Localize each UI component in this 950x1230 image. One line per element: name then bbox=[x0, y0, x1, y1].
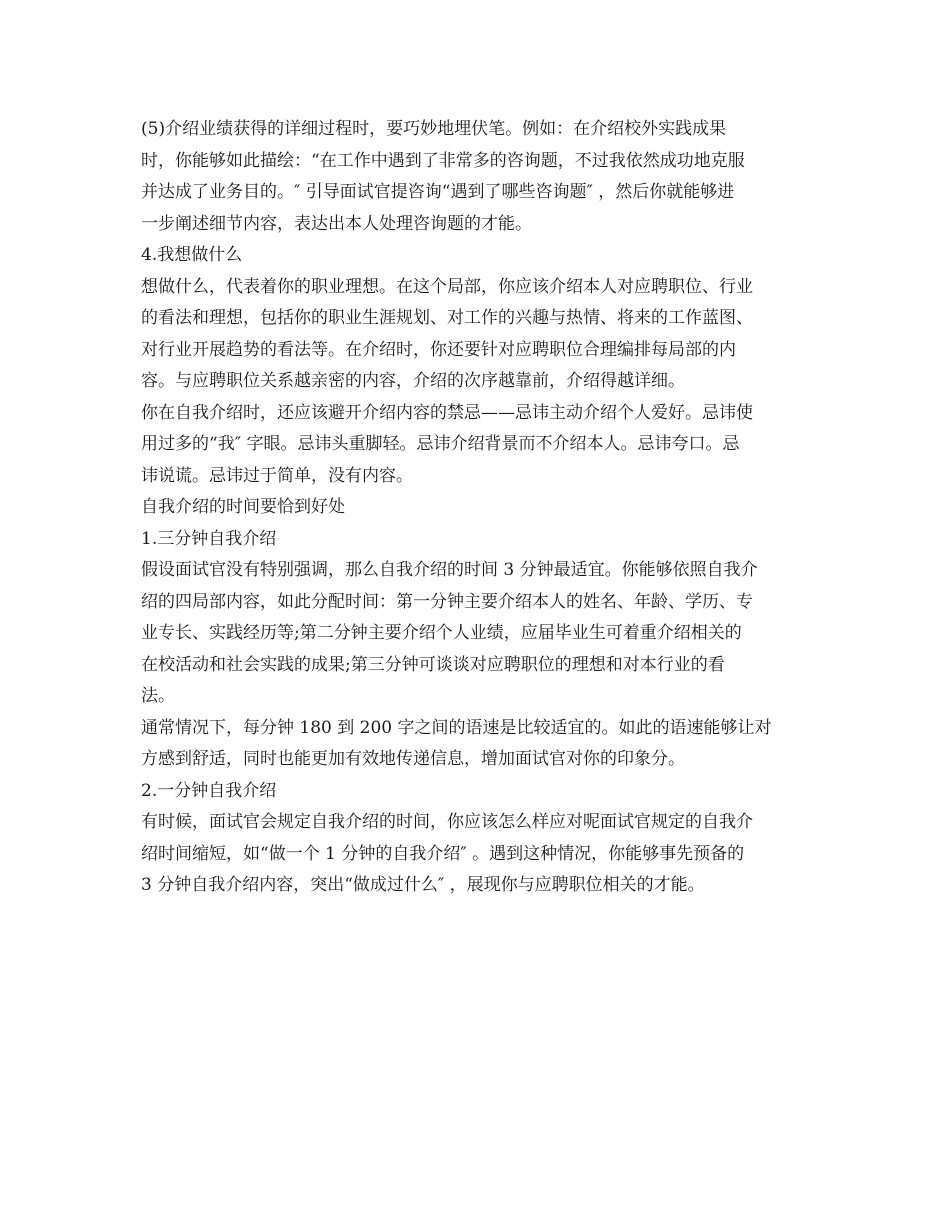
section-heading: 2.一分钟自我介绍 bbox=[141, 780, 277, 801]
text-line: 的看法和理想，包括你的职业生涯规划、对工作的兴趣与热情、将来的工作蓝图、 bbox=[141, 308, 753, 328]
text-line: 绍的四局部内容，如此分配时间：第一分钟主要介绍本人的姓名、年龄、学历、专 bbox=[141, 591, 753, 612]
text-line: 绍时间缩短，如“做一个 1 分钟的自我介绍″ 。遇到这种情况，你能够事先预备的 bbox=[141, 843, 745, 864]
text-line: 3 分钟自我介绍内容，突出“做成过什么″ ，展现你与应聘职位相关的才能。 bbox=[141, 875, 705, 895]
text-line: 容。与应聘职位关系越亲密的内容，介绍的次序越靠前，介绍得越详细。 bbox=[141, 371, 685, 391]
text-line: 用过多的“我″ 字眼。忌讳头重脚轻。忌讳介绍背景而不介绍本人。忌讳夸口。忌 bbox=[141, 434, 740, 454]
text-line: 方感到舒适，同时也能更加有效地传递信息，增加面试官对你的印象分。 bbox=[141, 749, 685, 769]
text-line: 一步阐述细节内容，表达出本人处理咨询题的才能。 bbox=[141, 213, 532, 234]
text-line: (5)介绍业绩获得的详细过程时，要巧妙地埋伏笔。例如：在介绍校外实践成果 bbox=[141, 119, 727, 139]
text-line: 讳说谎。忌讳过于简单，没有内容。 bbox=[141, 465, 413, 486]
text-line: 对行业开展趋势的看法等。在介绍时，你还要针对应聘职位合理编排每局部的内 bbox=[141, 339, 736, 360]
text-line: 假设面试官没有特别强调，那么自我介绍的时间 3 分钟最适宜。你能够依照自我介 bbox=[141, 560, 758, 580]
section-heading: 1.三分钟自我介绍 bbox=[141, 528, 277, 549]
text-line: 在校活动和社会实践的成果;第三分钟可谈谈对应聘职位的理想和对本行业的看 bbox=[141, 654, 725, 675]
text-line: 业专长、实践经历等;第二分钟主要介绍个人业绩，应届毕业生可着重介绍相关的 bbox=[141, 623, 742, 643]
section-heading: 自我介绍的时间要恰到好处 bbox=[141, 497, 345, 517]
text-line: 法。 bbox=[141, 686, 175, 706]
text-line: 有时候，面试官会规定自我介绍的时间，你应该怎么样应对呢面试官规定的自我介 bbox=[141, 812, 753, 832]
text-line: 并达成了业务目的。″ 引导面试官提咨询“遇到了哪些咨询题″ ，然后你就能够进 bbox=[141, 182, 735, 202]
document-body bbox=[141, 114, 813, 902]
section-heading: 4.我想做什么 bbox=[141, 245, 243, 265]
text-line: 你在自我介绍时，还应该避开介绍内容的禁忌——忌讳主动介绍个人爱好。忌讳使 bbox=[141, 402, 753, 423]
text-line: 想做什么，代表着你的职业理想。在这个局部，你应该介绍本人对应聘职位、行业 bbox=[141, 276, 753, 297]
text-line: 通常情况下，每分钟 180 到 200 字之间的语速是比较适宜的。如此的语速能够让对 bbox=[141, 717, 772, 738]
text-line: 时，你能够如此描绘：“在工作中遇到了非常多的咨询题，不过我依然成功地克服 bbox=[141, 150, 745, 171]
